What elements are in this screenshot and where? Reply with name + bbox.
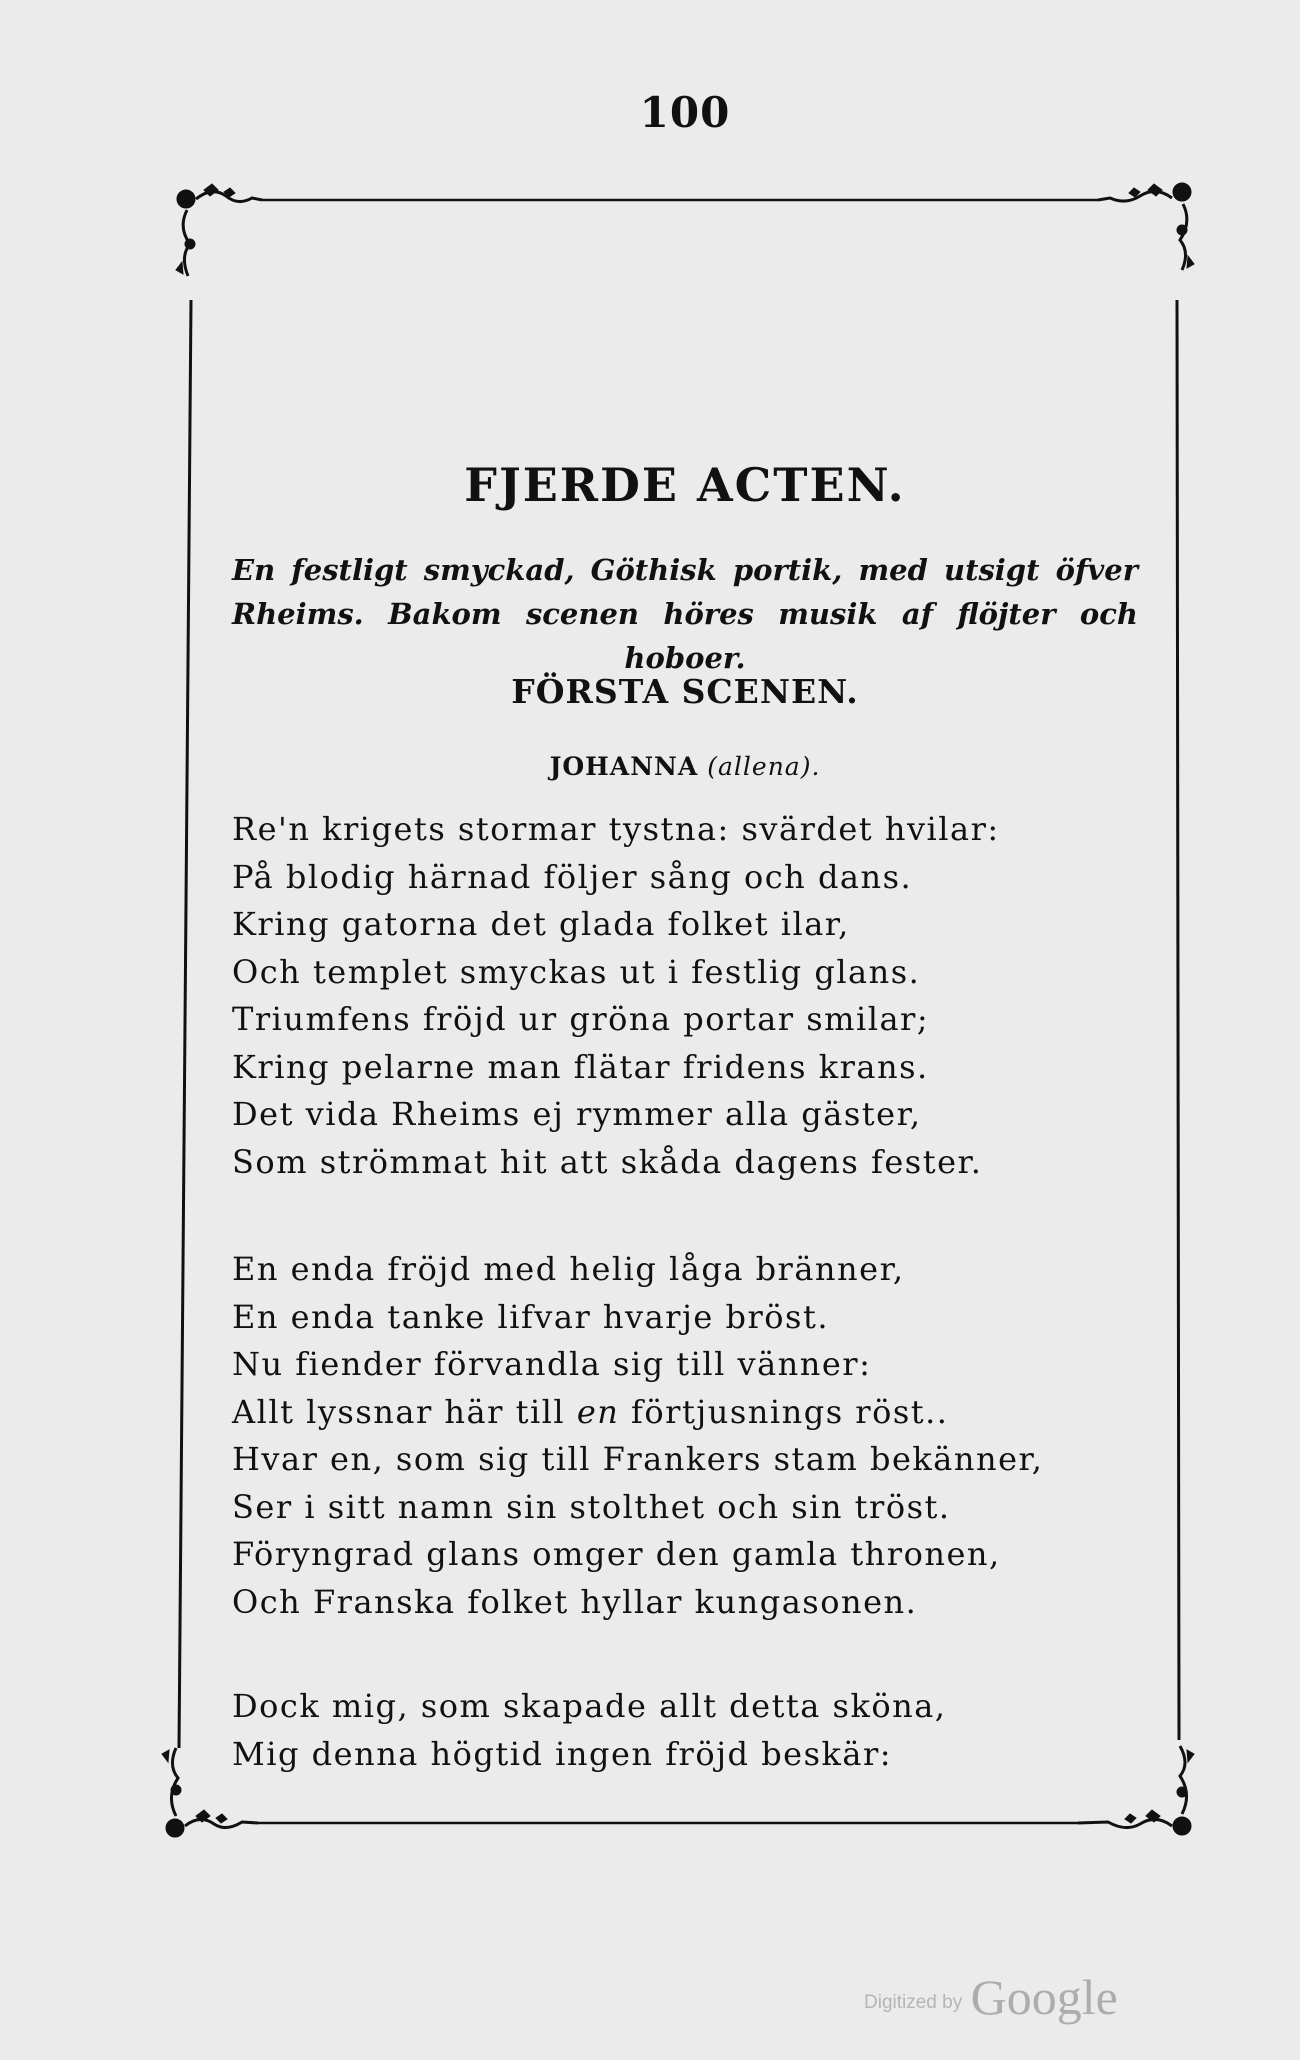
verse-text: förtjusnings röst..: [631, 1392, 949, 1431]
digitized-by-text: Digitized by: [864, 1992, 963, 2013]
verse-text: Allt lyssnar här till: [232, 1392, 566, 1431]
verse-line: På blodig härnad följer sång och dans.: [232, 857, 913, 896]
speaker-name: JOHANNA: [549, 752, 699, 781]
verse-line: En enda tanke lifvar hvarje bröst.: [232, 1297, 829, 1336]
scene-title: FÖRSTA SCENEN.: [511, 672, 859, 711]
verse-line: [232, 1389, 1043, 1437]
page-number: 100: [639, 88, 731, 137]
stage-direction-line: En festligt smyckad, Göthisk portik, med utsigt öfver: [232, 553, 1138, 587]
verse-line: Och templet smyckas ut i festlig glans.: [232, 952, 921, 991]
flourish-top-right-icon: [1098, 183, 1194, 270]
verse-line: Föryngrad glans omger den gamla thronen,: [232, 1535, 1001, 1573]
act-title: FJERDE ACTEN.: [464, 458, 906, 512]
digitized-watermark: [864, 1968, 1118, 2026]
emphasized-word: en: [576, 1392, 620, 1431]
verse-line: Nu fiender förvandla sig till vänner:: [232, 1345, 872, 1383]
verse-line: Kring pelarne man flätar fridens krans.: [232, 1047, 929, 1086]
verse-line: En enda fröjd med helig låga bränner,: [232, 1250, 905, 1288]
stanza: [232, 1683, 946, 1778]
speaker-note: (allena).: [707, 752, 821, 781]
stage-direction: [232, 548, 1138, 680]
flourish-bottom-right-icon: [1078, 1746, 1194, 1835]
stanza: [232, 1246, 1043, 1626]
google-logo: Google: [970, 1969, 1118, 2025]
verse-line: Kring gatorna det glada folket ilar,: [232, 905, 850, 943]
stage-direction-line: Rheims. Bakom scenen höres musik af flöjter och hoboer.: [232, 597, 1138, 675]
border-left-line: [179, 300, 191, 1748]
verse-line: Det vida Rheims ej rymmer alla gäster,: [232, 1095, 922, 1133]
stanza: [232, 806, 1000, 1186]
verse-line: Triumfens fröjd ur gröna portar smilar;: [232, 1000, 930, 1038]
border-right-line: [1177, 300, 1179, 1740]
verse-line: Dock mig, som skapade allt detta sköna,: [232, 1687, 947, 1725]
verse-line: Och Franska folket hyllar kungasonen.: [232, 1582, 918, 1621]
verse-line: Som strömmat hit att skåda dagens fester.: [232, 1142, 983, 1181]
verse-line: Hvar en, som sig till Frankers stam bekänner,: [232, 1440, 1044, 1478]
flourish-top-left-icon: [176, 184, 262, 276]
speaker-heading: [0, 752, 1300, 781]
verse-line: Ser i sitt namn sin stolthet och sin tröst.: [232, 1487, 951, 1526]
verse-line: Re'n krigets stormar tystna: svärdet hvilar:: [232, 810, 1000, 848]
verse-line: Mig denna högtid ingen fröjd beskär:: [232, 1734, 893, 1773]
